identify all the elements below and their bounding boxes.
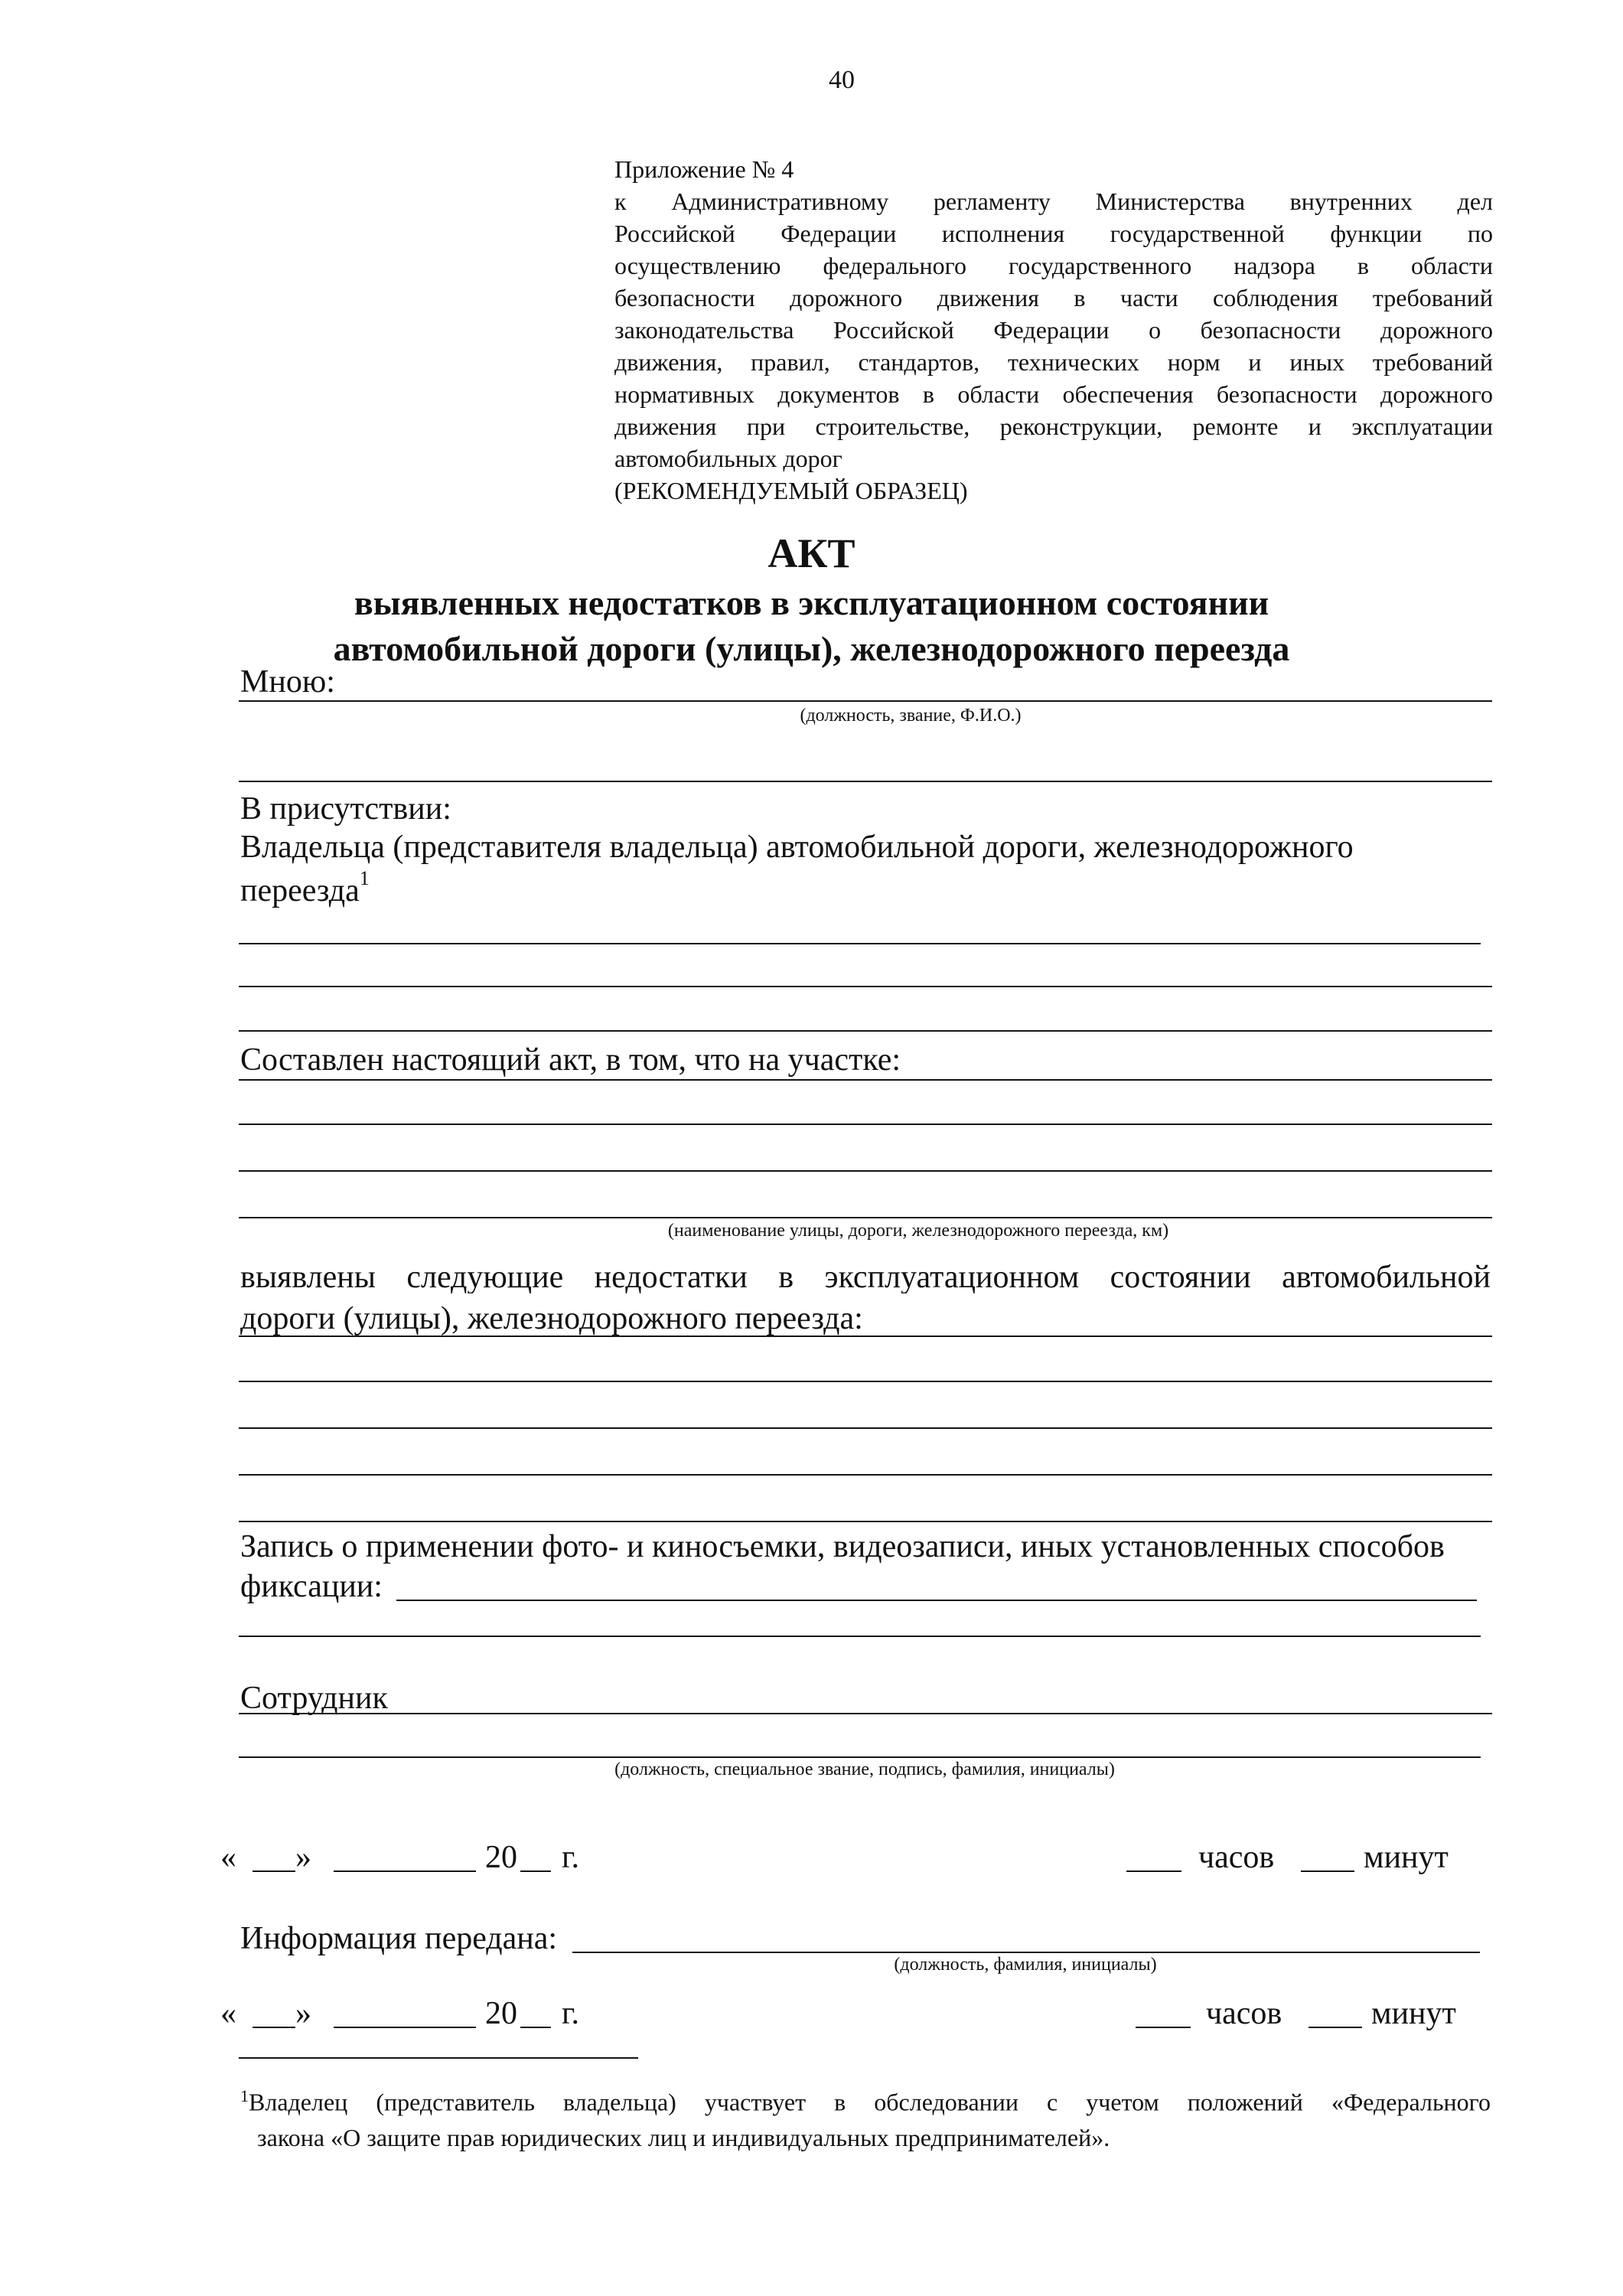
defects-field-1[interactable] (239, 1336, 1492, 1337)
footnote-mark: 1 (240, 2086, 249, 2105)
date1-year-suffix: г. (562, 1840, 579, 1875)
officer-field-1[interactable] (239, 1713, 1492, 1714)
appendix-line: нормативных документов в области обеспечения безопасности дорожного (614, 380, 1493, 408)
footnote-ref: 1 (359, 867, 370, 889)
record-field-1[interactable] (396, 1600, 1477, 1601)
officer-label: Сотрудник (240, 1681, 388, 1716)
date2-hours-field[interactable] (1136, 2027, 1191, 2028)
date2-close-quote: » (295, 1996, 311, 2031)
section-field-3[interactable] (239, 1170, 1492, 1172)
section-caption: (наименование улицы, дороги, железнодорожного переезда, км) (667, 1221, 1169, 1241)
owner-field-1[interactable] (239, 943, 1481, 944)
officer-field-2[interactable] (239, 1756, 1481, 1758)
date2-day-field[interactable] (253, 2027, 295, 2028)
date2-open-quote: « (220, 1996, 236, 2031)
defects-field-3[interactable] (239, 1427, 1492, 1429)
owner-label-line1: Владельца (представителя владельца) автомобильной дороги, железнодорожного (240, 830, 1354, 865)
defects-label-line1: выявлены следующие недостатки в эксплуатационном состоянии автомобильной (240, 1261, 1491, 1293)
date2-minutes-label: минут (1371, 1996, 1456, 2031)
date1-year-prefix: 20 (485, 1840, 517, 1875)
by-me-caption: (должность, звание, Ф.И.О.) (800, 706, 1022, 726)
appendix-line: осуществлению федерального государственного надзора в области (614, 252, 1493, 279)
date1-day-field[interactable] (253, 1870, 295, 1872)
appendix-line: автомобильных дорог (614, 445, 842, 472)
date1-minutes-field[interactable] (1301, 1870, 1354, 1872)
info-field[interactable] (572, 1952, 1480, 1953)
act-label: Составлен настоящий акт, в том, что на участке: (240, 1042, 901, 1078)
info-caption: (должность, фамилия, инициалы) (894, 1955, 1157, 1975)
appendix-line: Российской Федерации исполнения государственной функции по (614, 220, 1493, 247)
footnote-line1-text: Владелец (представитель владельца) участвует в обследовании с учетом положений «Федерального (249, 2088, 1491, 2116)
date2-month-field[interactable] (334, 2027, 476, 2028)
section-field-2[interactable] (239, 1124, 1492, 1125)
section-field-4[interactable] (239, 1217, 1492, 1218)
footnote-line2: закона «О защите прав юридических лиц и индивидуальных предпринимателей». (257, 2123, 1110, 2151)
owner-field-2[interactable] (239, 986, 1492, 987)
date2-year-suffix: г. (562, 1996, 579, 2031)
date1-hours-label: часов (1198, 1840, 1275, 1875)
appendix-heading: Приложение № 4 (614, 155, 794, 183)
footnote-line (240, 2079, 1491, 2120)
section-field-1[interactable] (239, 1079, 1492, 1081)
owner-field-3[interactable] (239, 1030, 1492, 1032)
by-me-field[interactable] (239, 700, 1492, 702)
info-label: Информация передана: (240, 1921, 558, 1956)
date1-open-quote: « (220, 1840, 236, 1875)
defects-field-4[interactable] (239, 1474, 1492, 1476)
appendix-line: к Административному регламенту Министерства внутренних дел (614, 188, 1493, 215)
officer-caption: (должность, специальное звание, подпись, фамилия, инициалы) (614, 1760, 1115, 1779)
footnote (240, 2079, 1491, 2155)
appendix-block (614, 153, 1493, 507)
record-label-line2: фиксации: (240, 1569, 383, 1604)
defects-field-2[interactable] (239, 1381, 1492, 1382)
defects-label-line2: дороги (улицы), железнодорожного переезда: (240, 1301, 863, 1336)
document-subtitle (0, 580, 1623, 672)
sample-mark: (РЕКОМЕНДУЕМЫЙ ОБРАЗЕЦ) (614, 477, 968, 504)
date2-year-prefix: 20 (485, 1996, 517, 2031)
footnote-separator (239, 2057, 638, 2059)
date1-minutes-label: минут (1364, 1840, 1449, 1875)
date2-hours-label: часов (1206, 1996, 1282, 2031)
by-me-label: Мною: (240, 664, 335, 700)
date1-month-field[interactable] (334, 1870, 476, 1872)
date1-close-quote: » (295, 1840, 311, 1875)
appendix-line: движения, правил, стандартов, технических норм и иных требований (614, 348, 1493, 376)
owner-label-text: переезда (240, 873, 360, 908)
defects-field-5[interactable] (239, 1521, 1492, 1522)
appendix-line: безопасности дорожного движения в части соблюдения требований (614, 284, 1493, 311)
subtitle-line: выявленных недостатков в эксплуатационном состоянии (354, 583, 1269, 622)
appendix-line: движения при строительстве, реконструкции, ремонте и эксплуатации (614, 413, 1493, 440)
owner-label-line2 (240, 867, 370, 908)
date1-year-field[interactable] (520, 1870, 551, 1872)
date2-year-field[interactable] (520, 2027, 551, 2028)
appendix-line: законодательства Российской Федерации о безопасности дорожного (614, 316, 1493, 344)
subtitle-line: автомобильной дороги (улицы), железнодорожного переезда (333, 629, 1290, 668)
by-me-field-2[interactable] (239, 781, 1492, 782)
record-label-line1: Запись о применении фото- и киносъемки, видеозаписи, иных установленных способов (240, 1529, 1445, 1564)
document-title: АКТ (768, 530, 855, 576)
presence-label: В присутствии: (240, 791, 451, 827)
date1-hours-field[interactable] (1126, 1870, 1181, 1872)
date2-minutes-field[interactable] (1309, 2027, 1362, 2028)
record-field-2[interactable] (239, 1636, 1481, 1637)
page-number: 40 (829, 66, 855, 94)
